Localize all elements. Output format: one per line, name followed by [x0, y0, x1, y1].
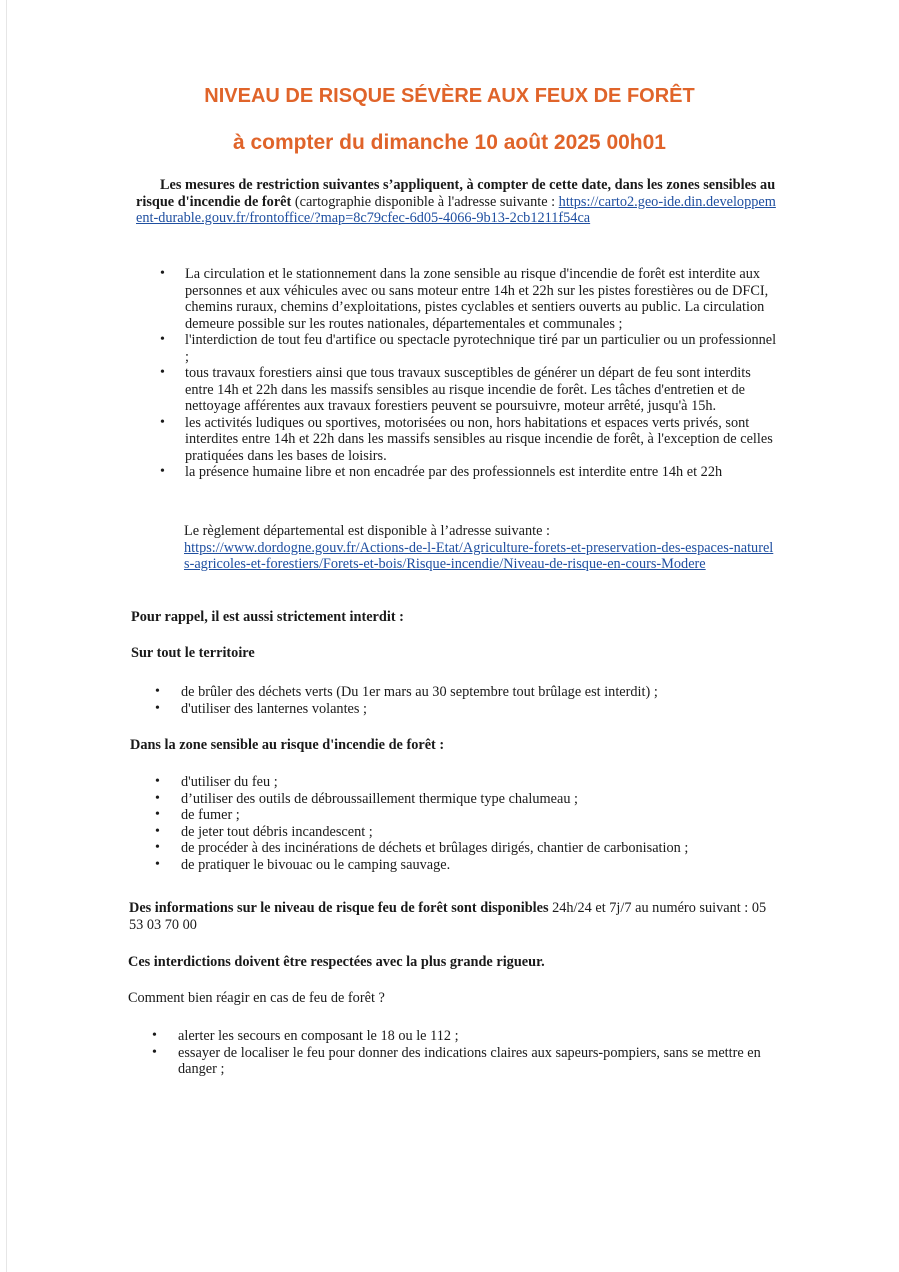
list-item-text: de fumer ;: [181, 807, 240, 823]
page-title: NIVEAU DE RISQUE SÉVÈRE AUX FEUX DE FORÊT: [204, 85, 695, 107]
list-item-text: essayer de localiser le feu pour donner des indications claires aux sapeurs-pompiers, sans se mettre en danger ;: [178, 1044, 761, 1077]
bullet-icon: •: [160, 266, 165, 281]
list-item-text: d’utiliser des outils de débroussaillement thermique type chalumeau ;: [181, 790, 579, 807]
list-item: [155, 701, 775, 718]
list-item: [160, 415, 780, 465]
list-item: [160, 332, 780, 365]
cartography-link[interactable]: https://carto2.geo-ide.din.developpement-durable.gouv.fr/frontoffice/?map=8c79cfec-6d05-4066-9b13-2cb1211f54ca: [136, 193, 776, 226]
zone-list: [155, 774, 775, 873]
list-item-text: de pratiquer le bivouac ou le camping sauvage.: [181, 856, 451, 873]
list-item-text: d'utiliser du feu ;: [181, 774, 278, 790]
list-item: [155, 684, 775, 701]
intro-bold-text: Les mesures de restriction suivantes s’appliquent, à compter de cette date, dans les zones sensibles au risque d'incendie de forêt: [136, 177, 776, 210]
list-item: [152, 1045, 777, 1078]
rappel-heading: Pour rappel, il est aussi strictement interdit :: [131, 609, 404, 625]
list-item-text: alerter les secours en composant le 18 ou le 112 ;: [178, 1028, 459, 1044]
bullet-icon: •: [155, 774, 160, 789]
list-item: [155, 824, 775, 841]
bullet-icon: •: [155, 790, 160, 806]
bullet-icon: •: [160, 332, 165, 347]
reglement-text: Le règlement départemental est disponible à l’adresse suivante :: [184, 523, 551, 539]
restrictions-list: [160, 266, 780, 481]
rigueur-statement: Ces interdictions doivent être respectées avec la plus grande rigueur.: [128, 954, 545, 970]
bullet-icon: •: [152, 1044, 157, 1060]
list-item-text: la présence humaine libre et non encadrée par des professionnels est interdite entre 14h et 22h: [185, 464, 723, 480]
reagir-heading: Comment bien réagir en cas de feu de forêt ?: [128, 990, 385, 1006]
bullet-icon: •: [155, 684, 160, 699]
list-item-text: de brûler des déchets verts (Du 1er mars au 30 septembre tout brûlage est interdit) ;: [181, 684, 658, 700]
reagir-list: [152, 1028, 777, 1078]
list-item-text: d'utiliser des lanternes volantes ;: [181, 700, 368, 717]
bullet-icon: •: [155, 840, 160, 855]
list-item-text: de procéder à des incinérations de déchets et brûlages dirigés, chantier de carbonisation ;: [181, 840, 689, 856]
list-item-text: les activités ludiques ou sportives, motorisées ou non, hors habitations et espaces verts privés, sont interdites entre 14h et 22h dans les massifs sensibles au risque incendie de forêt, à l'exception de celles pratiquées dans les bases de loisirs.: [185, 414, 773, 464]
list-item: [160, 464, 780, 481]
page-subtitle-date: à compter du dimanche 10 août 2025 00h01: [232, 131, 666, 154]
info-bold-text: Des informations sur le niveau de risque feu de forêt sont disponibles: [129, 900, 549, 916]
bullet-icon: •: [160, 464, 165, 479]
intro-paragraph: [136, 177, 776, 227]
territoire-list: [155, 684, 775, 717]
list-item-text: l'interdiction de tout feu d'artifice ou spectacle pyrotechnique tiré par un particulier ou un professionnel ;: [185, 332, 777, 365]
bullet-icon: •: [152, 1028, 157, 1043]
reglement-paragraph: [184, 523, 774, 573]
list-item: [155, 807, 775, 824]
zone-heading: Dans la zone sensible au risque d'incendie de forêt :: [130, 737, 445, 753]
intro-normal-text: (cartographie disponible à l'adresse suivante :: [291, 193, 559, 210]
bullet-icon: •: [155, 700, 160, 716]
list-item: [160, 266, 780, 332]
bullet-icon: •: [155, 856, 160, 872]
list-item: [155, 840, 775, 857]
bullet-icon: •: [160, 414, 165, 430]
list-item: [155, 857, 775, 874]
bullet-icon: •: [160, 365, 165, 380]
territoire-heading: Sur tout le territoire: [131, 645, 255, 661]
list-item: [160, 365, 780, 415]
bullet-icon: •: [155, 823, 160, 839]
list-item: [155, 791, 775, 808]
list-item-text: tous travaux forestiers ainsi que tous travaux susceptibles de générer un départ de feu sont interdits entre 14h et 22h dans les massifs sensibles au risque incendie de forêt. Les tâches d'entretien et de nettoyage afférentes aux travaux forestiers peuvent se poursuivre, moteur arrêté, jusqu'à 15h.: [185, 365, 751, 414]
list-item: [155, 774, 775, 791]
info-normal-text: 24h/24 et 7j/7 au numéro suivant : 05 53 03 70 00: [129, 900, 767, 933]
list-item: [152, 1028, 777, 1045]
reglement-link[interactable]: https://www.dordogne.gouv.fr/Actions-de-l-Etat/Agriculture-forets-et-preservation-des-espaces-naturels-agricoles-et-forestiers/Forets-et-bois/Risque-incendie/Niveau-de-risque-en-cours-Modere: [184, 539, 774, 572]
list-item-text: La circulation et le stationnement dans la zone sensible au risque d'incendie de forêt est interdite aux personnes et aux véhicules avec ou sans moteur entre 14h et 22h sur les pistes forestières ou de DFCI, chemins ruraux, chemins d’exploitations, pistes cyclables et sentiers ouverts au public. La circulation demeure possible sur les routes nationales, départementales et communales ;: [185, 266, 769, 332]
info-paragraph: [129, 900, 779, 933]
list-item-text: de jeter tout débris incandescent ;: [181, 823, 373, 840]
bullet-icon: •: [155, 807, 160, 822]
